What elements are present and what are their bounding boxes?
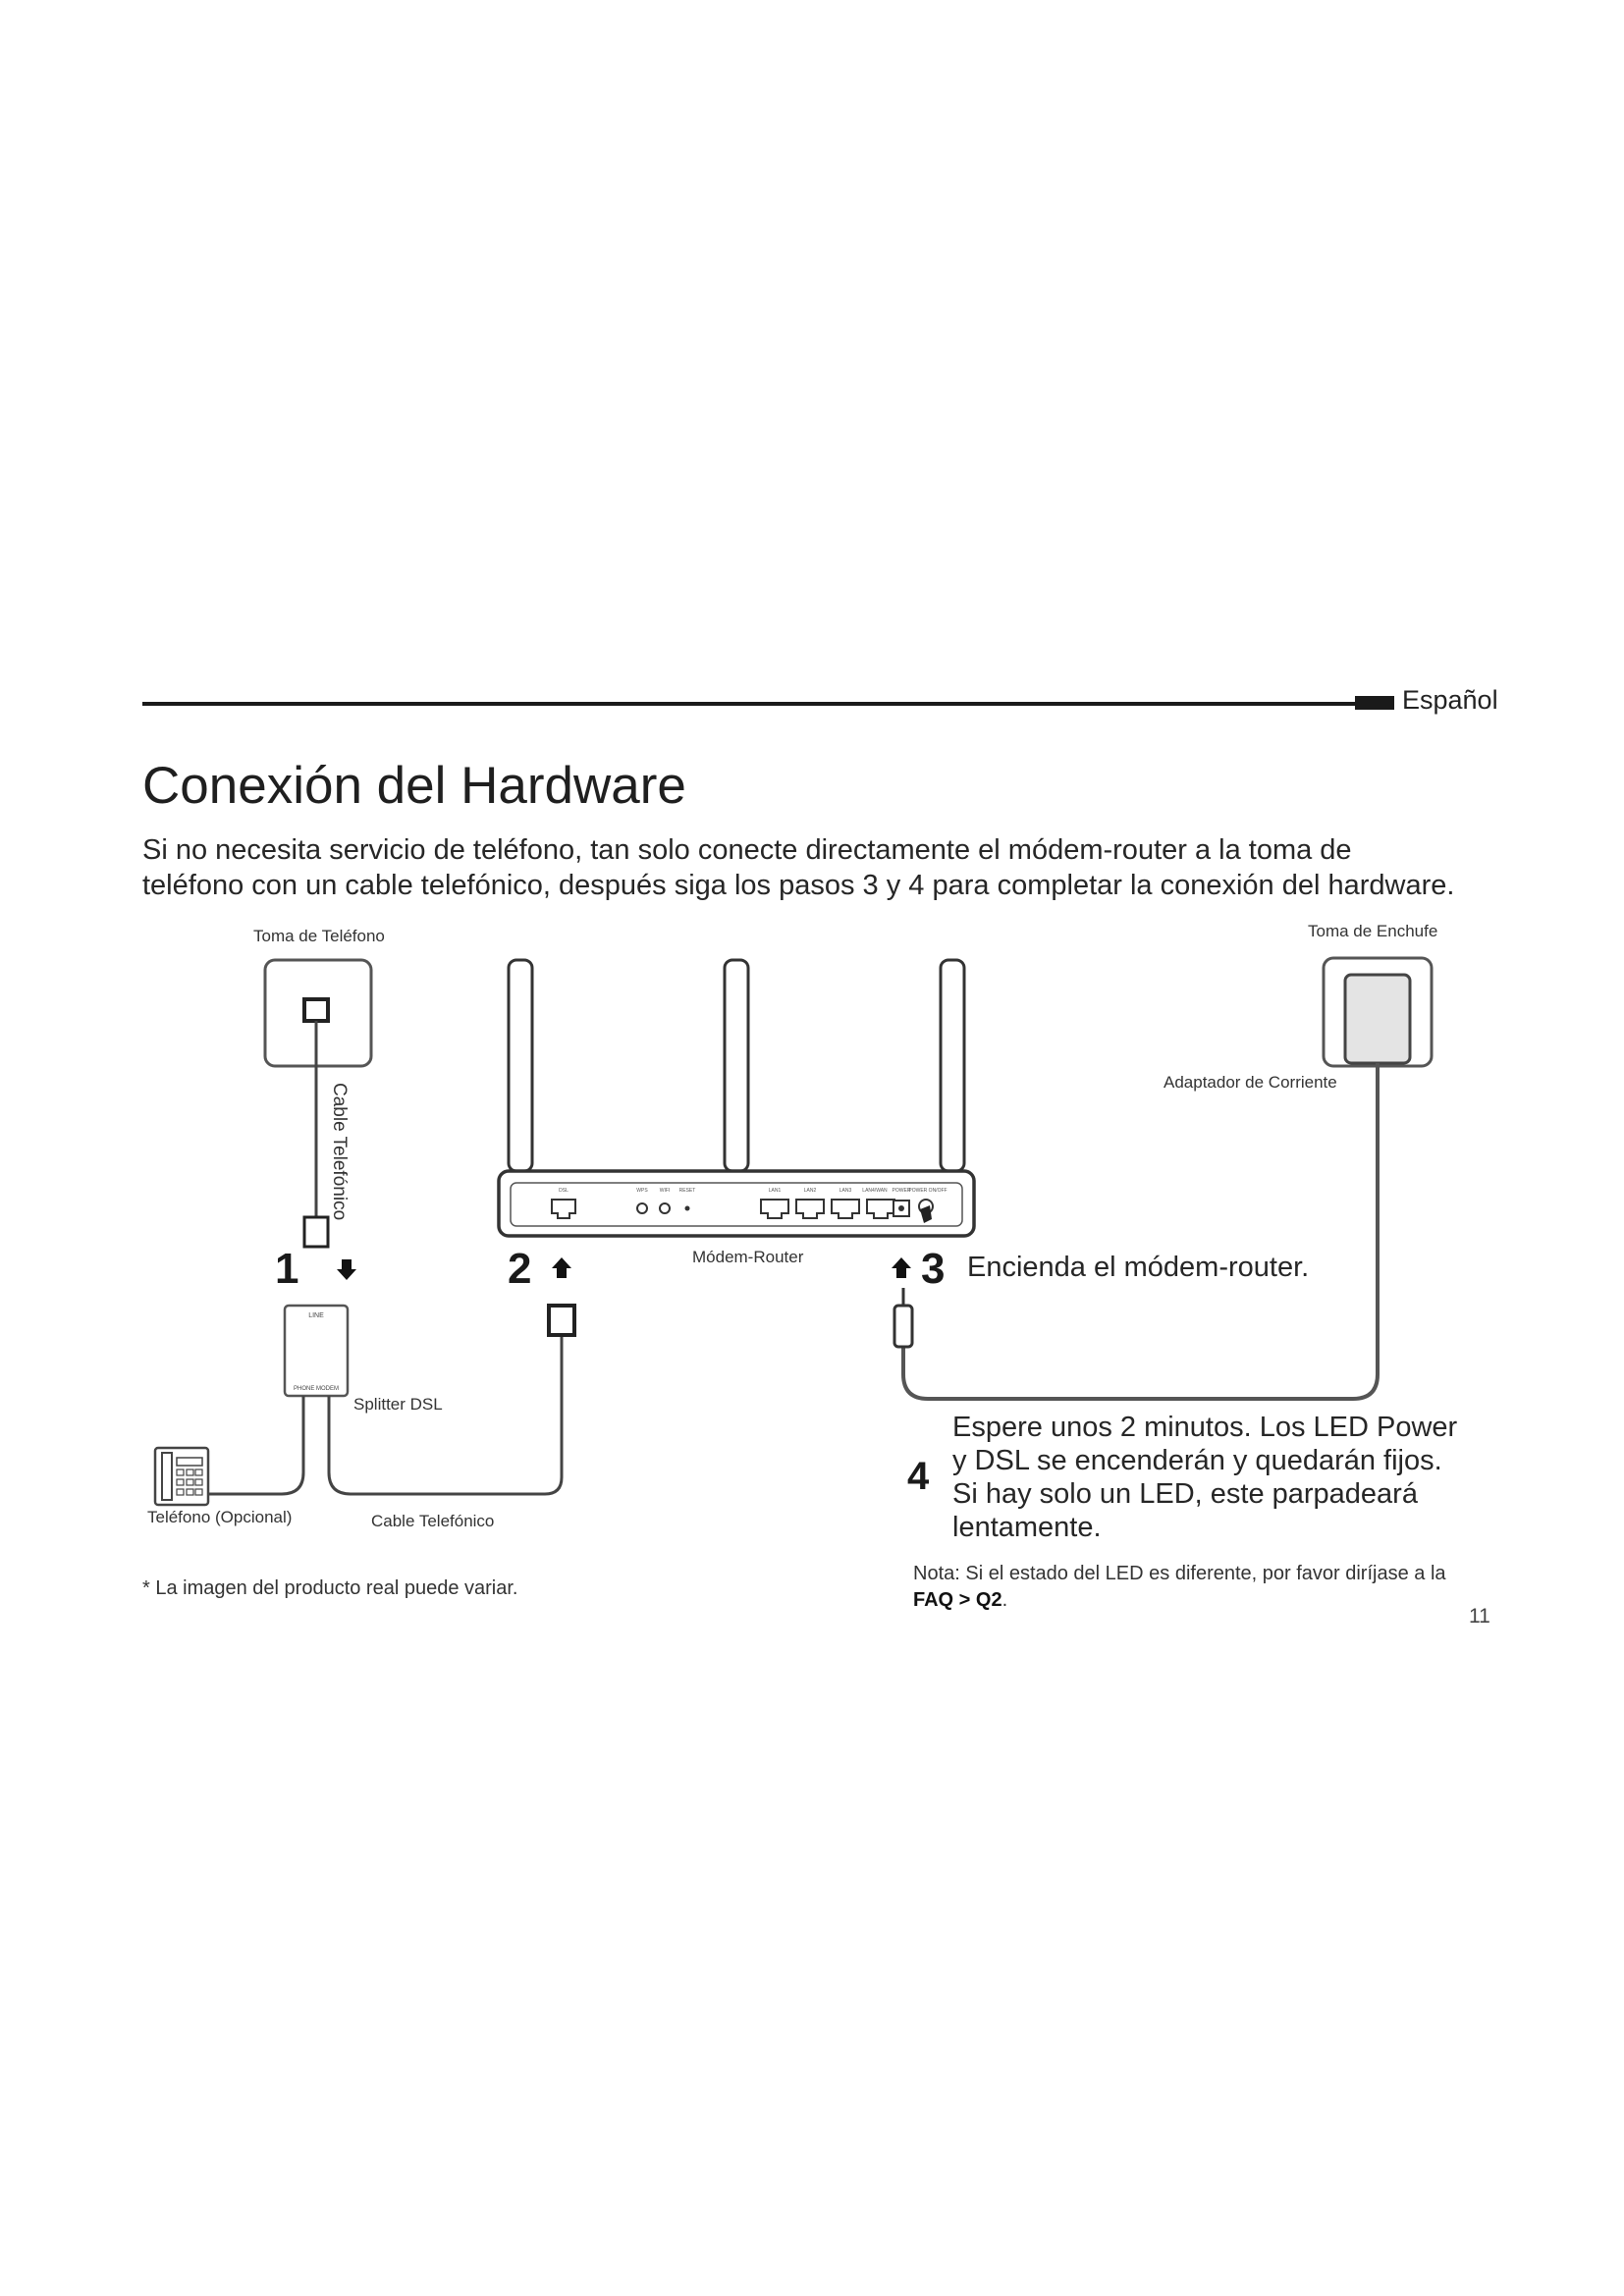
splitter-to-router-cable [329, 1335, 562, 1494]
step4-text [952, 1411, 1457, 1544]
faq-reference: FAQ > Q2 [913, 1589, 1002, 1611]
page-number: 11 [1469, 1605, 1490, 1628]
intro-line-2: teléfono con un cable telefónico, después siga los pasos 3 y 4 para completar la conexión del hardware. [142, 870, 1455, 901]
step1-number: 1 [275, 1245, 299, 1293]
cable-plug-1-icon [304, 1217, 328, 1247]
telephone-icon [155, 1448, 208, 1505]
phone-cable-label: Cable Telefónico [371, 1512, 495, 1530]
router-port-label: WIFI [659, 1188, 671, 1194]
router-port-label: POWER ON/OFF [908, 1188, 947, 1194]
step3-text: Encienda el módem-router. [967, 1252, 1310, 1283]
language-label: Español [1402, 685, 1498, 715]
step4-line: lentamente. [952, 1512, 1102, 1543]
router-port-label: WPS [636, 1188, 648, 1194]
step4-number: 4 [907, 1455, 930, 1498]
step4-line: y DSL se encenderán y quedarán fijos. [952, 1445, 1442, 1476]
dsl-splitter-icon [285, 1306, 348, 1396]
step3-number: 3 [921, 1245, 946, 1293]
router-port-label: LAN3 [839, 1188, 852, 1194]
router-antennas [509, 960, 964, 1171]
step1-arrow-down-icon [337, 1259, 356, 1280]
page-title: Conexión del Hardware [142, 757, 686, 815]
led-note [913, 1561, 1483, 1614]
step2-number: 2 [508, 1245, 532, 1293]
power-adapter-label: Adaptador de Corriente [1164, 1073, 1337, 1092]
step2-arrow-up-icon [552, 1257, 571, 1278]
router-port-label: LAN2 [803, 1188, 817, 1194]
phone-jack-label: Toma de Teléfono [253, 927, 385, 945]
phone-label: Teléfono (Opcional) [147, 1508, 293, 1526]
note-prefix: Nota: Si el estado del LED es diferente, por favor diríjase a la [913, 1563, 1446, 1584]
power-outlet-label: Toma de Enchufe [1308, 922, 1438, 940]
phone-wall-jack-icon [265, 960, 371, 1066]
modem-router-icon [499, 1171, 974, 1236]
note-suffix: . [1001, 1589, 1008, 1611]
step3-arrow-up-icon [892, 1257, 911, 1278]
power-plug-icon [894, 1288, 912, 1347]
power-outlet-icon [1324, 958, 1432, 1066]
cable-plug-2-icon [549, 1306, 574, 1335]
splitter-label: Splitter DSL [353, 1395, 443, 1414]
intro-line-1: Si no necesita servicio de teléfono, tan solo conecte directamente el módem-router a la toma de [142, 834, 1352, 866]
splitter-to-phone-cable [208, 1396, 303, 1494]
step4-line: Espere unos 2 minutos. Los LED Power [952, 1412, 1458, 1443]
step4-line: Si hay solo un LED, este parpadeará [952, 1478, 1418, 1510]
router-port-label: POWER [892, 1188, 911, 1194]
router-port-label: LAN4/WAN [862, 1188, 888, 1194]
router-port-label: DSL [559, 1188, 568, 1194]
product-image-disclaimer: * La imagen del producto real puede variar. [142, 1577, 518, 1599]
router-label: Módem-Router [692, 1248, 804, 1266]
router-port-label: LAN1 [768, 1188, 782, 1194]
splitter-top-label: LINE [308, 1312, 324, 1319]
router-port-label: RESET [678, 1188, 696, 1194]
splitter-ports-label: PHONE MODEM [293, 1386, 340, 1392]
vertical-cable-label: Cable Telefónico [329, 1083, 350, 1221]
